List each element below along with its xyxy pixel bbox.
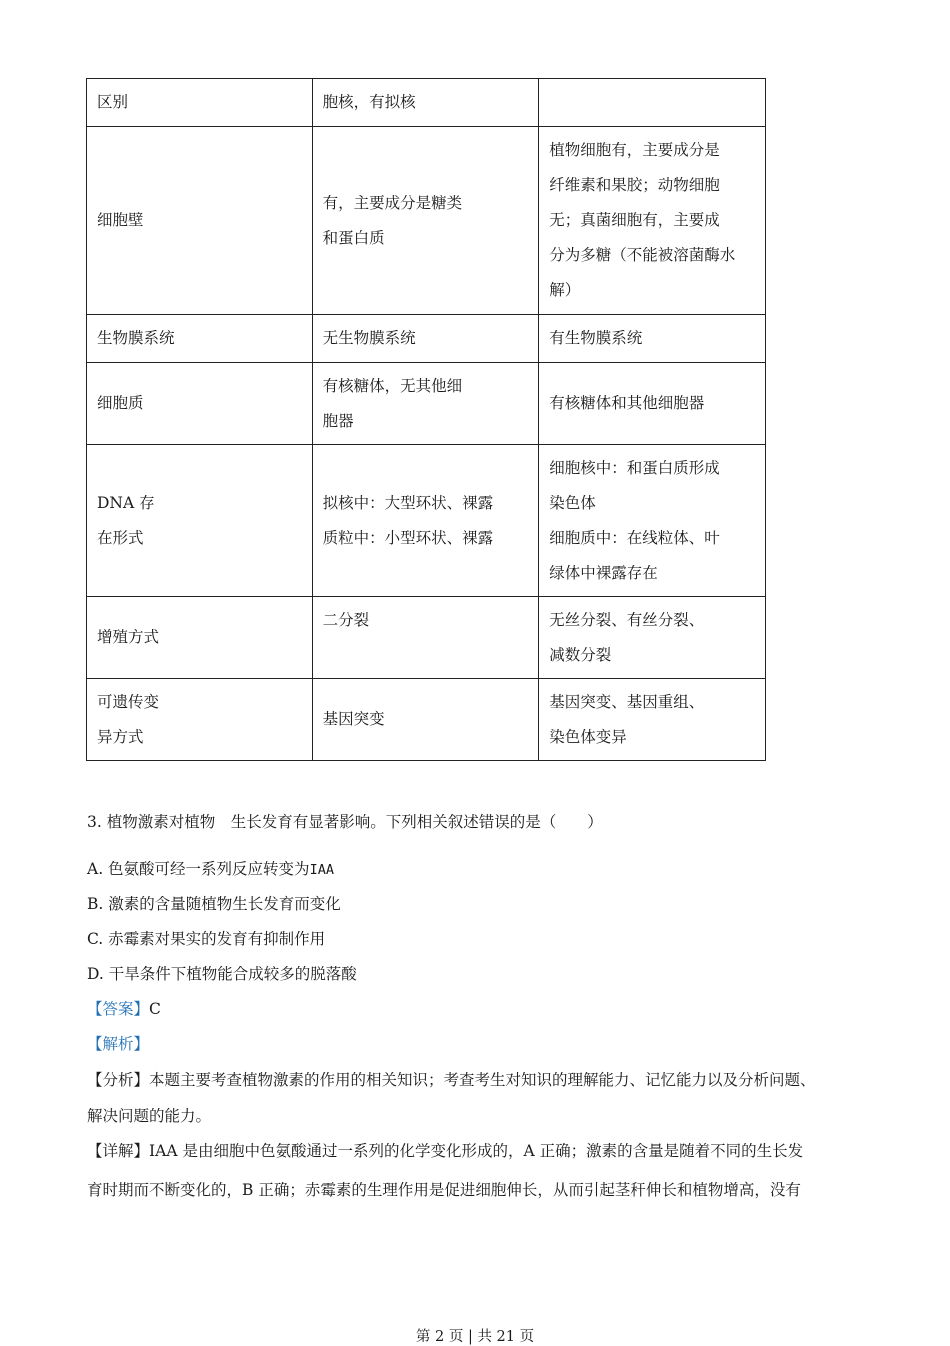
- cell-text: 和蛋白质: [322, 228, 385, 247]
- option-b: B. 激素的含量随植物生长发育而变化: [87, 895, 341, 913]
- page-footer: 第 2 页 | 共 21 页: [415, 1329, 535, 1345]
- table-cell: [87, 679, 313, 761]
- table-row: [87, 597, 766, 679]
- fenxi-line-2: 解决问题的能力。: [87, 1107, 212, 1125]
- table-cell: [539, 679, 766, 761]
- cell-text: 胞器: [322, 411, 354, 430]
- cell-text: 基因突变、基因重组、: [549, 692, 705, 711]
- xiangjie-line-1: [87, 1139, 803, 1161]
- cell-text: 在形式: [97, 528, 144, 547]
- cell-text: 胞核，有拟核: [322, 93, 416, 111]
- table-cell: [539, 363, 766, 445]
- cell-text: 染色体变异: [549, 727, 627, 746]
- table-cell: [87, 79, 313, 127]
- table-cell: [539, 315, 766, 363]
- cell-text: 分为多糖（不能被溶菌酶水: [549, 246, 736, 264]
- fenxi-line-1: [87, 1068, 816, 1090]
- table-cell: [312, 79, 539, 127]
- xiangjie-label: 【详解】: [87, 1142, 150, 1160]
- table-cell: [312, 679, 539, 761]
- cell-text: 细胞核中：和蛋白质形成: [549, 458, 720, 477]
- option-d: D. 干旱条件下植物能合成较多的脱落酸: [87, 965, 357, 983]
- fenxi-label: 【分析】: [87, 1071, 150, 1089]
- table-cell: [539, 597, 766, 679]
- xiangjie-line-2: 育时期而不断变化的，B 正确；赤霉素的生理作用是促进细胞伸长，从而引起茎秆伸长和植物增高，没有: [87, 1181, 801, 1199]
- cell-text: 有核糖体，无其他细: [322, 376, 463, 395]
- table-cell: [539, 445, 766, 597]
- cell-text: 细胞壁: [97, 211, 144, 229]
- cell-text: 细胞质: [97, 394, 144, 412]
- cell-text: 有，主要成分是糖类: [322, 193, 463, 212]
- table-row: [87, 79, 766, 127]
- cell-text: 绿体中裸露存在: [549, 563, 658, 582]
- cell-text: 植物细胞有，主要成分是: [549, 141, 720, 159]
- cell-text: 有生物膜系统: [549, 329, 643, 347]
- cell-text: DNA 存: [97, 493, 155, 512]
- table-row: [87, 315, 766, 363]
- answer-value: C: [149, 1000, 161, 1018]
- table-row: [87, 127, 766, 315]
- table-cell: [312, 127, 539, 315]
- table-row: [87, 679, 766, 761]
- table-cell: [312, 597, 539, 679]
- cell-text: 生物膜系统: [97, 329, 175, 347]
- analysis-label: 【解析】: [87, 1035, 150, 1053]
- table-cell: [312, 315, 539, 363]
- question-stem: 3. 植物激素对植物 生长发育有显著影响。下列相关叙述错误的是（ ）: [87, 813, 603, 831]
- table-cell: [312, 445, 539, 597]
- table-cell: [87, 445, 313, 597]
- cell-text: 拟核中：大型环状、裸露: [322, 493, 494, 512]
- cell-text: 染色体: [549, 493, 596, 512]
- table-cell: [312, 363, 539, 445]
- cell-text: 减数分裂: [549, 646, 612, 664]
- xiangjie-text: IAA 是由细胞中色氨酸通过一系列的化学变化形成的，A 正确；激素的含量是随着不同的生长发: [149, 1142, 804, 1160]
- table-cell: [87, 127, 313, 315]
- cell-text: 可遗传变: [97, 692, 160, 711]
- cell-text: 解）: [549, 281, 581, 299]
- option-a: [87, 857, 334, 879]
- option-c: C. 赤霉素对果实的发育有抑制作用: [87, 930, 326, 948]
- table-cell: [87, 315, 313, 363]
- answer-line: [87, 997, 161, 1019]
- answer-label: 【答案】: [87, 1000, 150, 1018]
- comparison-table: [86, 78, 766, 761]
- cell-text: 区别: [97, 93, 129, 111]
- table-cell: [539, 127, 766, 315]
- cell-text: 二分裂: [322, 611, 370, 629]
- fenxi-text: 本题主要考查植物激素的作用的相关知识；考查考生对知识的理解能力、记忆能力以及分析问题、: [149, 1071, 816, 1089]
- cell-text: 细胞质中：在线粒体、叶: [549, 528, 720, 547]
- cell-text: 质粒中：小型环状、裸露: [322, 528, 494, 547]
- cell-text: 异方式: [97, 727, 144, 746]
- option-a-term: IAA: [309, 862, 334, 878]
- cell-text: 无；真菌细胞有，主要成: [549, 211, 720, 229]
- cell-text: 无生物膜系统: [322, 329, 416, 347]
- cell-text: 增殖方式: [97, 628, 160, 646]
- option-a-text: A. 色氨酸可经一系列反应转变为: [87, 860, 310, 878]
- table-row: [87, 363, 766, 445]
- cell-text: 纤维素和果胶；动物细胞: [549, 176, 720, 194]
- table-cell: [87, 363, 313, 445]
- cell-text: 基因突变: [322, 710, 385, 728]
- table-cell: [87, 597, 313, 679]
- cell-text: 无丝分裂、有丝分裂、: [549, 611, 705, 629]
- table-row: [87, 445, 766, 597]
- table-cell: [539, 79, 766, 127]
- cell-text: 有核糖体和其他细胞器: [549, 394, 705, 412]
